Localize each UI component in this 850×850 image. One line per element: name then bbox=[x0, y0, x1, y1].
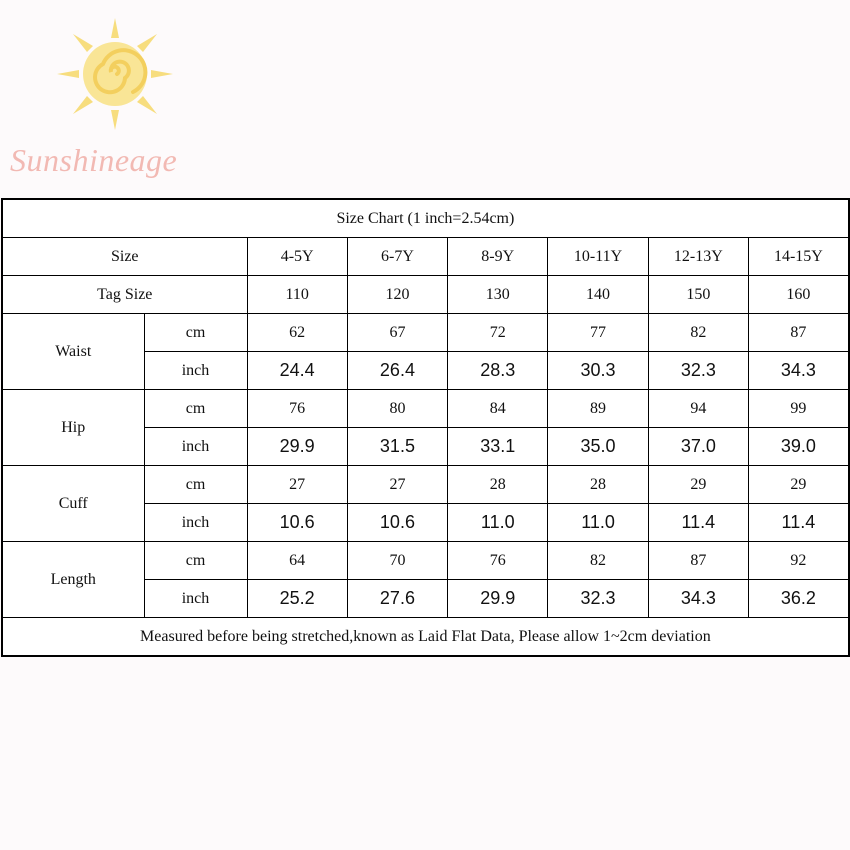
inch-value-cell: 11.4 bbox=[748, 504, 848, 542]
measurement-name: Cuff bbox=[2, 466, 144, 542]
inch-value-cell: 29.9 bbox=[247, 428, 347, 466]
measurement-cm-row bbox=[2, 542, 849, 580]
inch-value-cell: 10.6 bbox=[247, 504, 347, 542]
cm-value-cell: 87 bbox=[748, 314, 848, 352]
measurement-name: Hip bbox=[2, 390, 144, 466]
cm-value-cell: 27 bbox=[347, 466, 447, 504]
inch-value-cell: 25.2 bbox=[247, 580, 347, 618]
inch-value-cell: 32.3 bbox=[648, 352, 748, 390]
inch-value-cell: 11.4 bbox=[648, 504, 748, 542]
tag-size-cell: 160 bbox=[748, 276, 848, 314]
size-header-row bbox=[2, 238, 849, 276]
unit-label-cm: cm bbox=[144, 314, 247, 352]
cm-value-cell: 92 bbox=[748, 542, 848, 580]
inch-value-cell: 32.3 bbox=[548, 580, 648, 618]
tag-size-row bbox=[2, 276, 849, 314]
cm-value-cell: 80 bbox=[347, 390, 447, 428]
inch-value-cell: 24.4 bbox=[247, 352, 347, 390]
inch-value-cell: 11.0 bbox=[448, 504, 548, 542]
unit-label-cm: cm bbox=[144, 390, 247, 428]
unit-label-inch: inch bbox=[144, 580, 247, 618]
footer-note: Measured before being stretched,known as Laid Flat Data, Please allow 1~2cm deviation bbox=[2, 618, 849, 657]
size-header-cell: 12-13Y bbox=[648, 238, 748, 276]
inch-value-cell: 35.0 bbox=[548, 428, 648, 466]
inch-value-cell: 30.3 bbox=[548, 352, 648, 390]
measurement-name: Length bbox=[2, 542, 144, 618]
inch-value-cell: 33.1 bbox=[448, 428, 548, 466]
cm-value-cell: 87 bbox=[648, 542, 748, 580]
sun-icon bbox=[50, 14, 180, 134]
cm-value-cell: 76 bbox=[247, 390, 347, 428]
cm-value-cell: 89 bbox=[548, 390, 648, 428]
cm-value-cell: 29 bbox=[748, 466, 848, 504]
unit-label-cm: cm bbox=[144, 542, 247, 580]
cm-value-cell: 72 bbox=[448, 314, 548, 352]
cm-value-cell: 27 bbox=[247, 466, 347, 504]
unit-label-inch: inch bbox=[144, 504, 247, 542]
tag-size-cell: 150 bbox=[648, 276, 748, 314]
cm-value-cell: 82 bbox=[548, 542, 648, 580]
inch-value-cell: 26.4 bbox=[347, 352, 447, 390]
tag-size-cell: 140 bbox=[548, 276, 648, 314]
cm-value-cell: 76 bbox=[448, 542, 548, 580]
inch-value-cell: 28.3 bbox=[448, 352, 548, 390]
size-header-cell: 8-9Y bbox=[448, 238, 548, 276]
cm-value-cell: 82 bbox=[648, 314, 748, 352]
cm-value-cell: 70 bbox=[347, 542, 447, 580]
inch-value-cell: 36.2 bbox=[748, 580, 848, 618]
footer-row bbox=[2, 618, 849, 657]
unit-label-cm: cm bbox=[144, 466, 247, 504]
cm-value-cell: 28 bbox=[548, 466, 648, 504]
brand-name: Sunshineage bbox=[10, 142, 178, 178]
inch-value-cell: 34.3 bbox=[648, 580, 748, 618]
size-header-cell: 6-7Y bbox=[347, 238, 447, 276]
size-header-cell: 10-11Y bbox=[548, 238, 648, 276]
cm-value-cell: 99 bbox=[748, 390, 848, 428]
cm-value-cell: 62 bbox=[247, 314, 347, 352]
tag-size-cell: 130 bbox=[448, 276, 548, 314]
cm-value-cell: 77 bbox=[548, 314, 648, 352]
inch-value-cell: 11.0 bbox=[548, 504, 648, 542]
size-chart-table bbox=[1, 198, 850, 657]
inch-value-cell: 29.9 bbox=[448, 580, 548, 618]
inch-value-cell: 10.6 bbox=[347, 504, 447, 542]
cm-value-cell: 64 bbox=[247, 542, 347, 580]
inch-value-cell: 27.6 bbox=[347, 580, 447, 618]
unit-label-inch: inch bbox=[144, 352, 247, 390]
measurement-cm-row bbox=[2, 466, 849, 504]
cm-value-cell: 28 bbox=[448, 466, 548, 504]
table-title: Size Chart (1 inch=2.54cm) bbox=[2, 199, 849, 238]
size-header-cell: 4-5Y bbox=[247, 238, 347, 276]
size-header-cell: 14-15Y bbox=[748, 238, 848, 276]
measurement-cm-row bbox=[2, 390, 849, 428]
measurement-name: Waist bbox=[2, 314, 144, 390]
inch-value-cell: 39.0 bbox=[748, 428, 848, 466]
unit-label-inch: inch bbox=[144, 428, 247, 466]
tag-size-cell: 120 bbox=[347, 276, 447, 314]
inch-value-cell: 34.3 bbox=[748, 352, 848, 390]
inch-value-cell: 31.5 bbox=[347, 428, 447, 466]
cm-value-cell: 94 bbox=[648, 390, 748, 428]
size-label: Size bbox=[2, 238, 247, 276]
cm-value-cell: 29 bbox=[648, 466, 748, 504]
tag-size-label: Tag Size bbox=[2, 276, 247, 314]
cm-value-cell: 67 bbox=[347, 314, 447, 352]
cm-value-cell: 84 bbox=[448, 390, 548, 428]
inch-value-cell: 37.0 bbox=[648, 428, 748, 466]
brand-logo bbox=[8, 14, 218, 178]
tag-size-cell: 110 bbox=[247, 276, 347, 314]
measurement-cm-row bbox=[2, 314, 849, 352]
